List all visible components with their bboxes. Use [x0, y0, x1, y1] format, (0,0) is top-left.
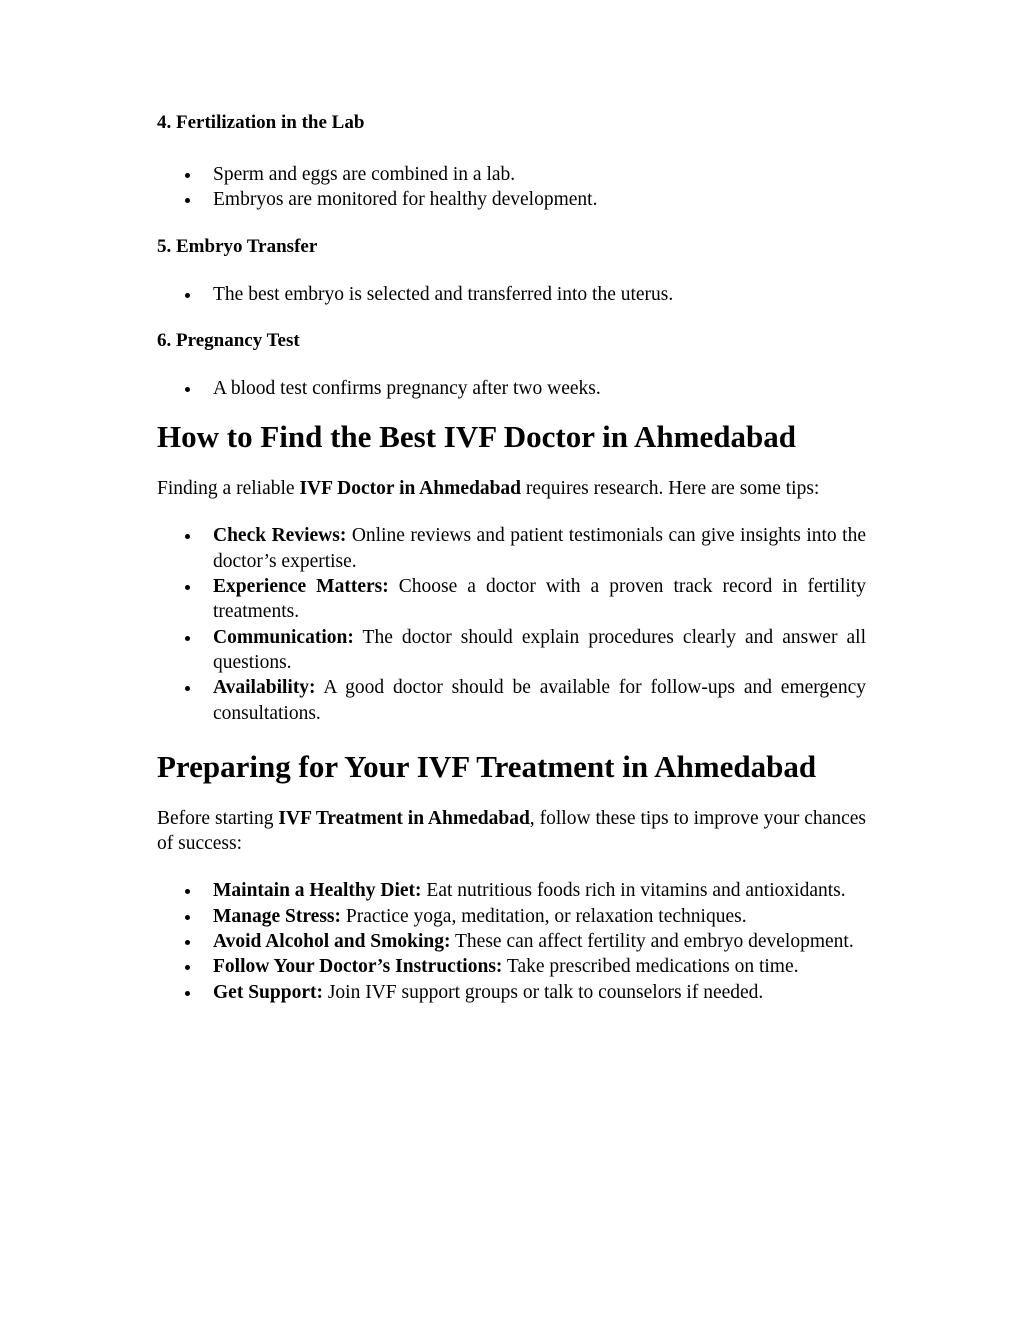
bullet-icon [185, 198, 190, 203]
bullet-icon [185, 965, 190, 970]
document-page [157, 110, 866, 1005]
list-item: Availability: A good doctor should be available for follow-ups and emergency consultations. [157, 675, 866, 726]
bullet-icon [185, 293, 190, 298]
list-item: Embryos are monitored for healthy development. [157, 187, 866, 212]
step-heading: 4. Fertilization in the Lab [157, 112, 365, 133]
bullet-icon [185, 387, 190, 392]
tips-list [157, 523, 866, 725]
bullet-icon [185, 534, 190, 539]
step-list [157, 376, 866, 401]
step-heading: 5. Embryo Transfer [157, 235, 318, 257]
step-list [157, 282, 866, 307]
list-item: A blood test confirms pregnancy after two weeks. [157, 376, 866, 401]
bullet-icon [185, 889, 190, 894]
list-item: Avoid Alcohol and Smoking: These can affect fertility and embryo development. [157, 929, 866, 954]
list-item: Communication: The doctor should explain procedures clearly and answer all questions. [157, 625, 866, 676]
bullet-icon [185, 585, 190, 590]
list-item: Maintain a Healthy Diet: Eat nutritious foods rich in vitamins and antioxidants. [157, 878, 866, 903]
bullet-icon [185, 991, 190, 996]
section-heading: Preparing for Your IVF Treatment in Ahmedabad [157, 748, 817, 784]
step-heading: 6. Pregnancy Test [157, 329, 300, 351]
list-item: The best embryo is selected and transferred into the uterus. [157, 282, 866, 307]
bullet-icon [185, 915, 190, 920]
step-list [157, 162, 866, 213]
list-item: Get Support: Join IVF support groups or talk to counselors if needed. [157, 980, 866, 1005]
list-item: Manage Stress: Practice yoga, meditation, or relaxation techniques. [157, 904, 866, 929]
tips-list [157, 878, 866, 1004]
bullet-icon [185, 940, 190, 945]
bullet-icon [185, 636, 190, 641]
bullet-icon [185, 686, 190, 691]
section-heading: How to Find the Best IVF Doctor in Ahmedabad [157, 419, 796, 455]
list-item: Check Reviews: Online reviews and patient testimonials can give insights into the doctor’s expertise. [157, 523, 866, 574]
list-item: Follow Your Doctor’s Instructions: Take prescribed medications on time. [157, 954, 866, 979]
bullet-icon [185, 173, 190, 178]
list-item: Experience Matters: Choose a doctor with a proven track record in fertility treatments. [157, 574, 866, 625]
section-intro: Finding a reliable IVF Doctor in Ahmedabad requires research. Here are some tips: [157, 478, 820, 500]
list-item: Sperm and eggs are combined in a lab. [157, 162, 866, 187]
section-intro: Before starting IVF Treatment in Ahmedabad, follow these tips to improve your chances of success: [157, 807, 866, 855]
